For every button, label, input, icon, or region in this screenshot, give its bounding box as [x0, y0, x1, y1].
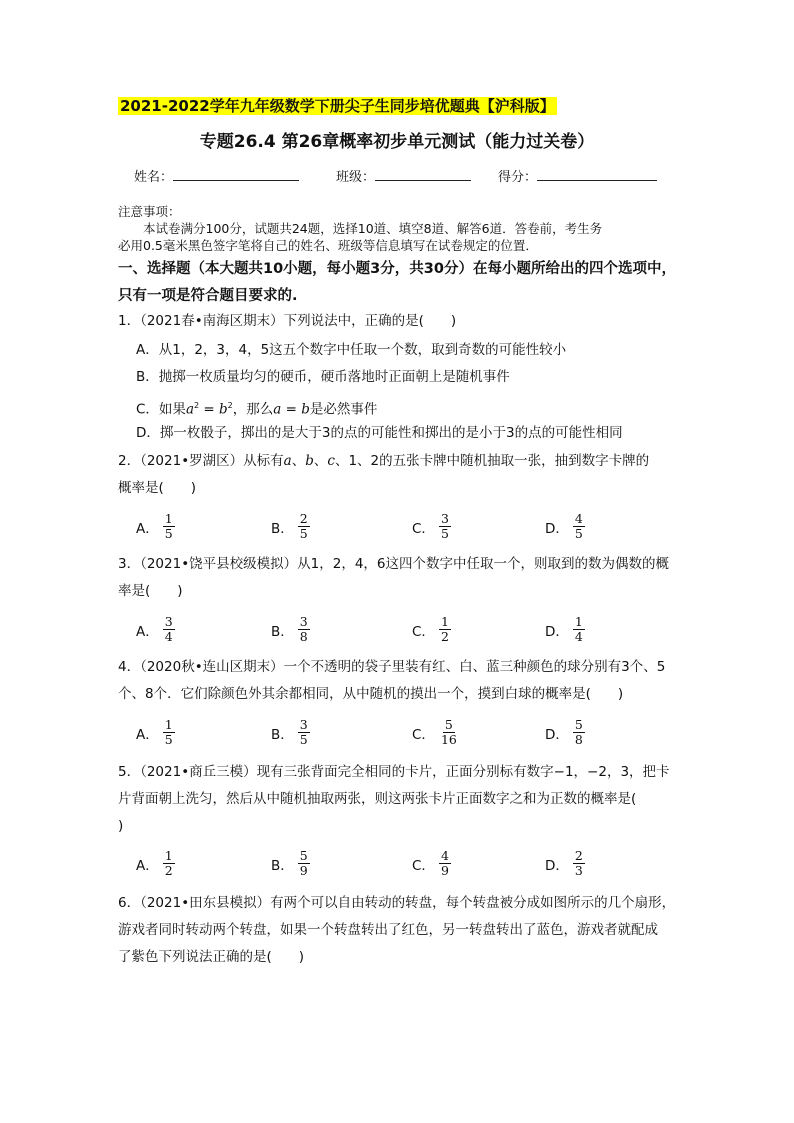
question-1-option-c[interactable]: [136, 392, 377, 424]
fraction-denominator: 9: [440, 863, 449, 878]
question-6-line-3: 了紫色下列说法正确的是( ): [118, 949, 305, 965]
question-4-stem: [118, 654, 690, 708]
fraction: [163, 615, 175, 644]
question-5-stem: [118, 759, 690, 840]
question-5-line-3: ): [118, 818, 124, 834]
separator: 、: [291, 453, 306, 469]
fraction-denominator: 5: [299, 526, 308, 541]
separator: 、: [313, 453, 328, 469]
fraction-denominator: 9: [299, 863, 308, 878]
fraction-numerator: 3: [299, 717, 308, 732]
page-title: 专题26.4 第26章概率初步单元测试（能力过关卷）: [199, 132, 595, 152]
fraction: [298, 718, 310, 747]
question-3-options: [0, 611, 794, 651]
fraction-denominator: 5: [440, 526, 449, 541]
option-label: A．: [136, 857, 159, 874]
question-1-option-d[interactable]: D．掷一枚骰子，掷出的是大于3的点的可能性和掷出的是小于3的点的可能性相同: [136, 425, 623, 441]
fraction-denominator: 8: [299, 629, 308, 644]
question-2-option-b[interactable]: [271, 512, 310, 541]
question-5-option-b[interactable]: [271, 849, 310, 878]
fraction: [298, 849, 310, 878]
fraction-denominator: 2: [440, 629, 449, 644]
option-c-suffix: 是必然事件: [309, 401, 378, 418]
option-label: D．: [545, 520, 569, 537]
question-4-option-a[interactable]: [136, 718, 175, 747]
fraction-denominator: 5: [299, 732, 308, 747]
option-label: C．: [412, 623, 435, 640]
fraction-denominator: 2: [164, 863, 173, 878]
fraction-denominator: 5: [164, 732, 173, 747]
question-5-line-1: 5．（2021•商丘三模）现有三张背面完全相同的卡片，正面分别标有数字−1，−2，3，把卡: [118, 764, 670, 780]
fraction-numerator: 3: [164, 614, 173, 629]
fraction: [573, 615, 585, 644]
option-label: B．: [271, 520, 294, 537]
fraction-denominator: 8: [574, 732, 583, 747]
fraction: [298, 512, 310, 541]
var-b: b: [301, 401, 310, 418]
option-label: C．: [412, 857, 435, 874]
option-label: A．: [136, 623, 159, 640]
question-2-line-2: 概率是( ): [118, 480, 197, 496]
fraction: [573, 849, 585, 878]
fraction: [439, 512, 451, 541]
question-3-line-1: 3．（2021•饶平县校级模拟）从1，2，4，6这四个数字中任取一个，则取到的数为偶数的概: [118, 556, 670, 572]
section-heading: [118, 256, 688, 310]
fraction-numerator: 3: [440, 511, 449, 526]
fraction-numerator: 1: [164, 717, 173, 732]
fraction: [439, 615, 451, 644]
question-3-stem: [118, 551, 690, 605]
class-label: 班级：: [336, 170, 376, 185]
question-3-line-2: 率是( ): [118, 583, 183, 599]
fraction: [298, 615, 310, 644]
question-2-option-a[interactable]: [136, 512, 175, 541]
question-6-line-1: 6．（2021•田东县模拟）有两个可以自由转动的转盘，每个转盘被分成如图所示的几个扇形，: [118, 895, 676, 911]
fraction: [573, 512, 585, 541]
option-label: B．: [271, 623, 294, 640]
fraction: [439, 849, 451, 878]
fraction-denominator: 5: [574, 526, 583, 541]
fraction: [163, 849, 175, 878]
question-2-option-c[interactable]: [412, 512, 451, 541]
class-field: [336, 166, 471, 187]
fraction-numerator: 5: [444, 717, 453, 732]
score-blank[interactable]: [537, 166, 657, 181]
question-1-stem: 1．（2021春•南海区期末）下列说法中，正确的是( ): [118, 313, 457, 329]
question-2-options: [0, 508, 794, 548]
score-label: 得分：: [498, 170, 538, 185]
fraction-numerator: 2: [299, 511, 308, 526]
var-b: b: [219, 401, 228, 418]
option-label: C．: [412, 520, 435, 537]
var-b: b: [305, 453, 314, 469]
question-6-stem: [118, 890, 690, 971]
option-label: B．: [271, 857, 294, 874]
option-label: A．: [136, 726, 159, 743]
var-a: a: [273, 401, 282, 418]
option-label: A．: [136, 520, 159, 537]
option-label: D．: [545, 857, 569, 874]
series-title: 2021-2022学年九年级数学下册尖子生同步培优题典【沪科版】: [120, 97, 555, 115]
question-5-option-c[interactable]: [412, 849, 451, 878]
question-5-options: [0, 845, 794, 885]
fraction: [163, 718, 175, 747]
var-a: a: [185, 401, 194, 418]
fraction-numerator: 5: [299, 848, 308, 863]
fraction-numerator: 1: [574, 614, 583, 629]
question-5-line-2: 片背面朝上洗匀，然后从中随机抽取两张，则这两张卡片正面数字之和为正数的概率是(: [118, 791, 637, 807]
notice-heading: 注意事项：: [118, 204, 181, 219]
fraction: [573, 718, 585, 747]
question-4-option-b[interactable]: [271, 718, 310, 747]
notice-line-1: 本试卷满分100分，试题共24题，选择10道、填空8道、解答6道．答卷前，考生务: [143, 221, 603, 236]
option-label: B．: [271, 726, 294, 743]
var-a: a: [283, 453, 292, 469]
notice-line-2: 必用0.5毫米黑色签字笔将自己的姓名、班级等信息填写在试卷规定的位置．: [118, 238, 538, 253]
option-c-prefix: C．如果: [136, 401, 186, 418]
question-3-option-c[interactable]: [412, 615, 451, 644]
fraction-denominator: 5: [164, 526, 173, 541]
name-field: [134, 166, 299, 187]
question-1-option-b[interactable]: B．抛掷一枚质量均匀的硬币，硬币落地时正面朝上是随机事件: [136, 369, 510, 385]
fraction-numerator: 1: [164, 848, 173, 863]
equals-sign: =: [199, 401, 219, 418]
option-c-mid: ，那么: [232, 401, 274, 418]
option-label: D．: [545, 726, 569, 743]
exp-2: 2: [227, 401, 233, 410]
fraction-denominator: 3: [574, 863, 583, 878]
score-field: [498, 166, 657, 187]
question-2-stem: [118, 448, 690, 502]
fraction-numerator: 2: [574, 848, 583, 863]
question-4-line-1: 4．（2020秋•连山区期末）一个不透明的袋子里装有红、白、蓝三种颜色的球分别有3个、5: [118, 659, 666, 675]
fraction-numerator: 3: [299, 614, 308, 629]
fraction-denominator: 4: [164, 629, 173, 644]
fraction-numerator: 1: [440, 614, 449, 629]
question-4-option-d[interactable]: [545, 718, 585, 747]
question-4-option-c[interactable]: [412, 718, 459, 747]
exp-2: 2: [194, 401, 200, 410]
question-4-line-2: 个、8个．它们除颜色外其余都相同，从中随机的摸出一个，摸到白球的概率是( ): [118, 686, 624, 702]
question-6-line-2: 游戏者同时转动两个转盘，如果一个转盘转出了红色，另一转盘转出了蓝色，游戏者就配成: [118, 922, 658, 938]
equals-sign: =: [281, 401, 302, 418]
question-5-option-a[interactable]: [136, 849, 175, 878]
option-label: D．: [545, 623, 569, 640]
q2-prefix: 2．（2021•罗湖区）从标有: [118, 453, 284, 469]
section-line-1: 一、选择题（本大题共10小题，每小题3分，共30分）在每小题所给出的四个选项中，: [118, 261, 676, 277]
fraction-numerator: 1: [164, 511, 173, 526]
series-header: [118, 96, 557, 116]
name-label: 姓名：: [134, 170, 174, 185]
fraction-denominator: 4: [574, 629, 583, 644]
fraction-denominator: 16: [440, 732, 457, 747]
question-3-option-a[interactable]: [136, 615, 175, 644]
fraction: [163, 512, 175, 541]
question-3-option-b[interactable]: [271, 615, 310, 644]
fraction-numerator: 4: [440, 848, 449, 863]
question-5-option-d[interactable]: [545, 849, 585, 878]
question-2-line-1: [118, 448, 690, 475]
option-label: C．: [412, 726, 435, 743]
section-line-2: 只有一项是符合题目要求的.: [118, 288, 298, 304]
notice-block: [118, 203, 678, 254]
name-blank[interactable]: [173, 166, 299, 181]
q2-suffix: 、1、2的五张卡牌中随机抽取一张，抽到数字卡牌的: [334, 453, 650, 469]
fraction: [439, 718, 459, 747]
question-4-options: [0, 714, 794, 754]
question-1-option-a[interactable]: A．从1，2，3，4，5这五个数字中任取一个数，取到奇数的可能性较小: [136, 342, 567, 358]
question-2-option-d[interactable]: [545, 512, 585, 541]
fraction-numerator: 5: [574, 717, 583, 732]
question-3-option-d[interactable]: [545, 615, 585, 644]
var-c: c: [327, 453, 335, 469]
class-blank[interactable]: [375, 166, 471, 181]
fraction-numerator: 4: [574, 511, 583, 526]
